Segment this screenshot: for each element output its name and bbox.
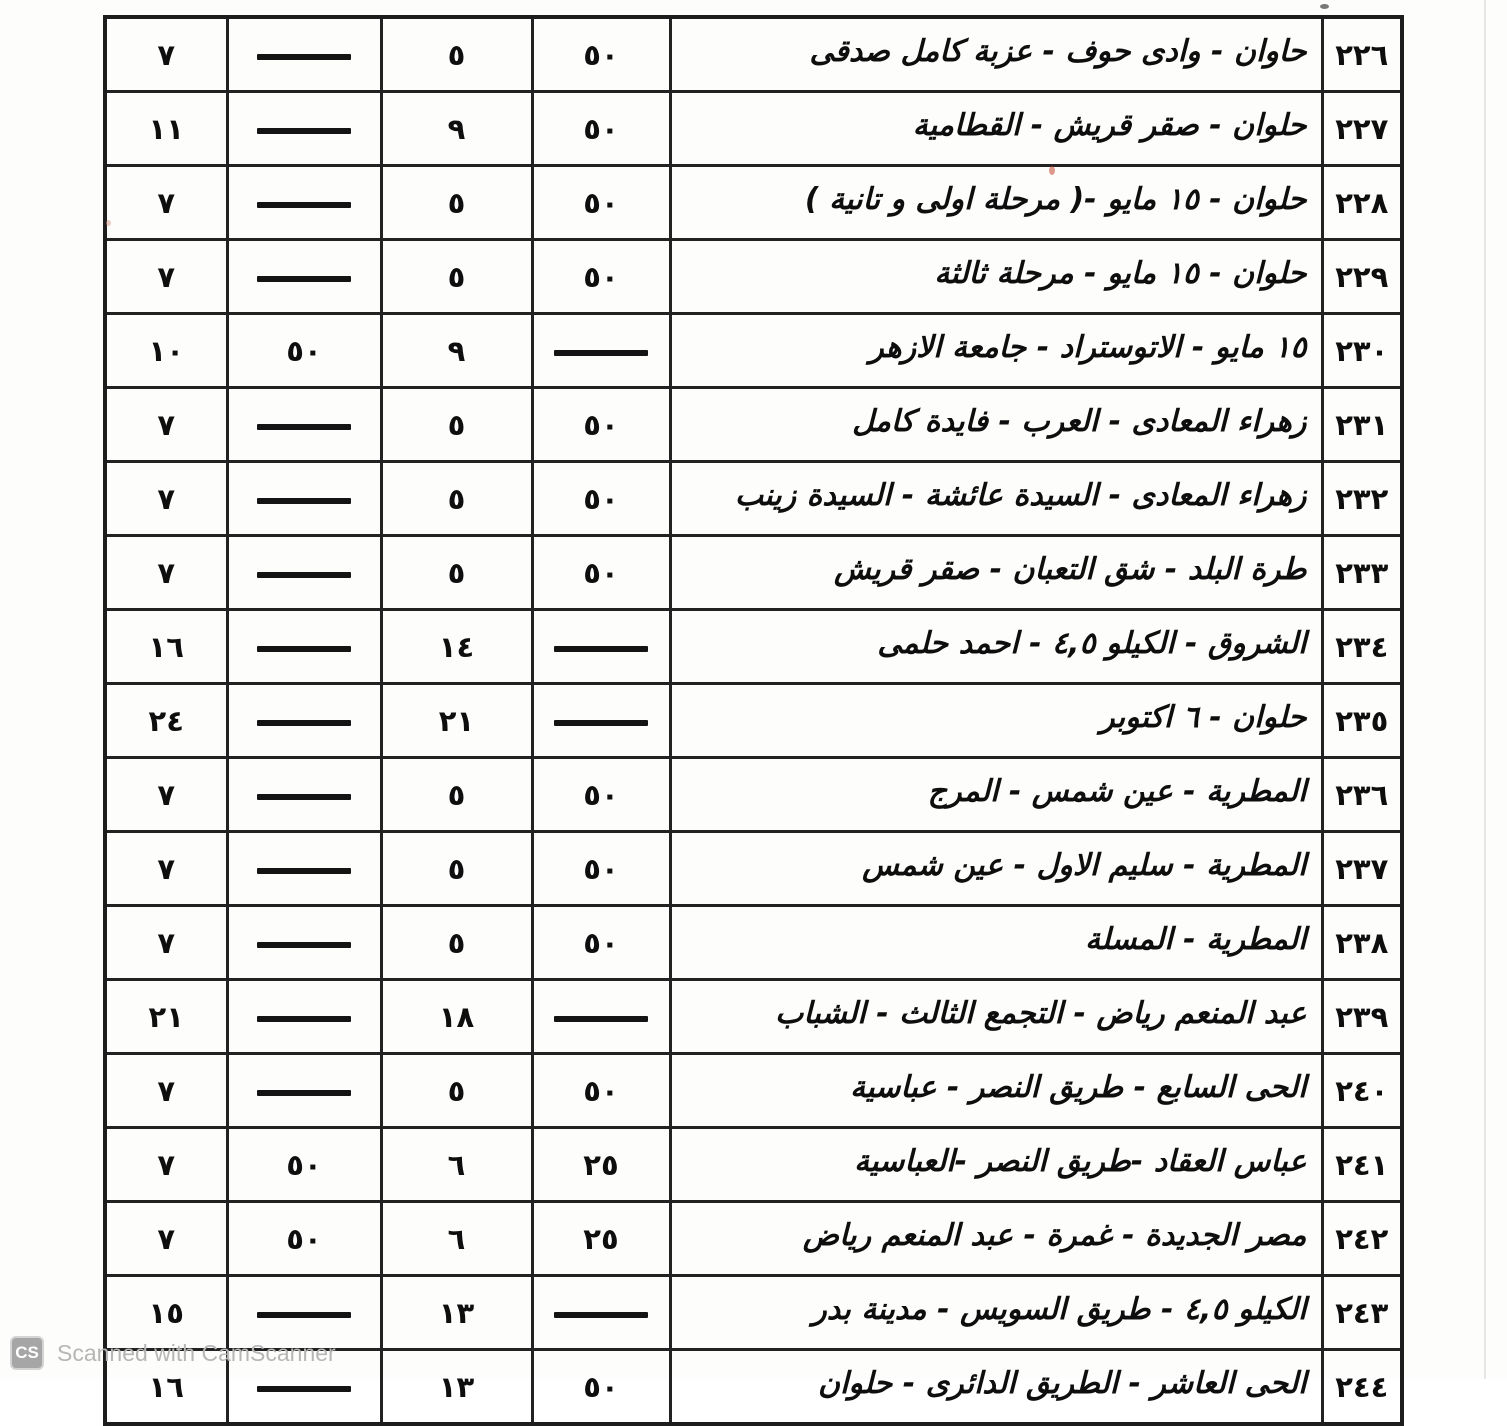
camscanner-logo-icon: CS <box>10 1336 44 1370</box>
route-number-cell: ٢٣١ <box>1322 388 1402 462</box>
value-cell-1 <box>532 980 670 1054</box>
value-cell-1: ٥٠ <box>532 92 670 166</box>
value-cell-4: ٧ <box>105 240 227 314</box>
route-number-cell: ٢٣٢ <box>1322 462 1402 536</box>
value-cell-2: ٥ <box>381 240 532 314</box>
route-number-cell: ٢٣٤ <box>1322 610 1402 684</box>
route-number-cell: ٢٤١ <box>1322 1128 1402 1202</box>
table-row <box>105 832 1402 906</box>
dash-mark <box>257 54 351 60</box>
table-row <box>105 240 1402 314</box>
value-cell-2: ١٣ <box>381 1350 532 1425</box>
route-description-cell: حلوان - ١٥ مايو - مرحلة ثالثة <box>670 240 1322 314</box>
table-row <box>105 906 1402 980</box>
dash-mark <box>257 794 351 800</box>
value-cell-2: ٥ <box>381 1054 532 1128</box>
routes-table <box>103 15 1404 1426</box>
value-cell-4: ٧ <box>105 1128 227 1202</box>
value-cell-4: ٧ <box>105 536 227 610</box>
route-description-cell: المطرية - عين شمس - المرج <box>670 758 1322 832</box>
table-row <box>105 684 1402 758</box>
table-row <box>105 92 1402 166</box>
scan-artifact <box>1320 4 1329 9</box>
value-cell-2: ١٨ <box>381 980 532 1054</box>
table-row <box>105 462 1402 536</box>
dash-mark <box>257 276 351 282</box>
route-number-cell: ٢٣٦ <box>1322 758 1402 832</box>
route-description-cell: زهراء المعادى - العرب - فايدة كامل <box>670 388 1322 462</box>
route-number-cell: ٢٢٩ <box>1322 240 1402 314</box>
route-description-cell: حلوان - صقر قريش - القطامية <box>670 92 1322 166</box>
value-cell-2: ٦ <box>381 1202 532 1276</box>
value-cell-1: ٥٠ <box>532 832 670 906</box>
value-cell-2: ٩ <box>381 314 532 388</box>
route-description-cell: مصر الجديدة - غمرة - عبد المنعم رياض <box>670 1202 1322 1276</box>
scan-artifact <box>1049 166 1055 175</box>
table-row <box>105 1054 1402 1128</box>
value-cell-4: ٧ <box>105 758 227 832</box>
table-row <box>105 166 1402 240</box>
value-cell-4: ٧ <box>105 17 227 92</box>
value-cell-2: ٥ <box>381 462 532 536</box>
value-cell-4: ٧ <box>105 462 227 536</box>
value-cell-4: ٢١ <box>105 980 227 1054</box>
value-cell-3: ٥٠ <box>227 314 381 388</box>
table-row <box>105 388 1402 462</box>
dash-mark <box>257 942 351 948</box>
route-number-cell: ٢٢٧ <box>1322 92 1402 166</box>
table-row <box>105 536 1402 610</box>
value-cell-4: ١٦ <box>105 1350 227 1425</box>
route-number-cell: ٢٣٧ <box>1322 832 1402 906</box>
value-cell-2: ١٤ <box>381 610 532 684</box>
value-cell-2: ١٣ <box>381 1276 532 1350</box>
route-description-cell: الكيلو ٤,٥ - طريق السويس - مدينة بدر <box>670 1276 1322 1350</box>
value-cell-4: ٢٤ <box>105 684 227 758</box>
route-number-cell: ٢٣٥ <box>1322 684 1402 758</box>
route-description-cell: المطرية - المسلة <box>670 906 1322 980</box>
value-cell-2: ٩ <box>381 92 532 166</box>
route-number-cell: ٢٣٣ <box>1322 536 1402 610</box>
value-cell-4: ١١ <box>105 92 227 166</box>
dash-mark <box>257 1090 351 1096</box>
value-cell-1: ٥٠ <box>532 1054 670 1128</box>
value-cell-1: ٥٠ <box>532 536 670 610</box>
value-cell-2: ٥ <box>381 536 532 610</box>
value-cell-3 <box>227 610 381 684</box>
value-cell-3 <box>227 92 381 166</box>
value-cell-4: ٧ <box>105 1054 227 1128</box>
value-cell-1: ٢٥ <box>532 1202 670 1276</box>
value-cell-2: ٥ <box>381 166 532 240</box>
value-cell-1: ٥٠ <box>532 166 670 240</box>
dash-mark <box>257 720 351 726</box>
value-cell-2: ٥ <box>381 388 532 462</box>
route-number-cell: ٢٤٣ <box>1322 1276 1402 1350</box>
value-cell-1: ٥٠ <box>532 462 670 536</box>
value-cell-4: ١٥ <box>105 1276 227 1350</box>
route-description-cell: حلوان - ٦ اكتوبر <box>670 684 1322 758</box>
camscanner-watermark <box>10 1336 336 1370</box>
value-cell-1 <box>532 314 670 388</box>
route-description-cell: عباس العقاد -طريق النصر -العباسية <box>670 1128 1322 1202</box>
dash-mark <box>257 424 351 430</box>
scan-artifact <box>106 220 111 226</box>
value-cell-3 <box>227 1054 381 1128</box>
camscanner-watermark-text: Scanned with CamScanner <box>57 1339 336 1366</box>
value-cell-2: ٢١ <box>381 684 532 758</box>
route-description-cell: زهراء المعادى - السيدة عائشة - السيدة زينب <box>670 462 1322 536</box>
table-row <box>105 1128 1402 1202</box>
value-cell-4: ١٦ <box>105 610 227 684</box>
value-cell-4: ٧ <box>105 832 227 906</box>
value-cell-4: ٧ <box>105 166 227 240</box>
routes-tbody <box>105 17 1402 1424</box>
value-cell-2: ٥ <box>381 832 532 906</box>
value-cell-4: ٧ <box>105 1202 227 1276</box>
value-cell-2: ٥ <box>381 906 532 980</box>
value-cell-2: ٥ <box>381 17 532 92</box>
route-number-cell: ٢٤٤ <box>1322 1350 1402 1425</box>
value-cell-3 <box>227 462 381 536</box>
value-cell-1: ٥٠ <box>532 1350 670 1425</box>
dash-mark <box>554 1312 648 1318</box>
table-row <box>105 1202 1402 1276</box>
dash-mark <box>554 720 648 726</box>
table-row <box>105 17 1402 92</box>
table-row <box>105 758 1402 832</box>
dash-mark <box>257 868 351 874</box>
value-cell-1 <box>532 1276 670 1350</box>
route-description-cell: الشروق - الكيلو ٤,٥ - احمد حلمى <box>670 610 1322 684</box>
value-cell-1: ٥٠ <box>532 17 670 92</box>
value-cell-1: ٥٠ <box>532 388 670 462</box>
route-number-cell: ٢٢٦ <box>1322 17 1402 92</box>
table-row <box>105 610 1402 684</box>
route-description-cell: حاوان - وادى حوف - عزبة كامل صدقى <box>670 17 1322 92</box>
value-cell-3 <box>227 240 381 314</box>
value-cell-3 <box>227 758 381 832</box>
value-cell-4: ٧ <box>105 906 227 980</box>
dash-mark <box>554 1016 648 1022</box>
route-number-cell: ٢٤٠ <box>1322 1054 1402 1128</box>
route-description-cell: حلوان - ١٥ مايو -( مرحلة اولى و تانية ) <box>670 166 1322 240</box>
dash-mark <box>554 350 648 356</box>
value-cell-3: ٥٠ <box>227 1128 381 1202</box>
value-cell-4: ٧ <box>105 388 227 462</box>
route-number-cell: ٢٤٢ <box>1322 1202 1402 1276</box>
dash-mark <box>257 1386 351 1392</box>
table-row <box>105 980 1402 1054</box>
route-description-cell: طرة البلد - شق التعبان - صقر قريش <box>670 536 1322 610</box>
dash-mark <box>554 646 648 652</box>
dash-mark <box>257 1016 351 1022</box>
dash-mark <box>257 498 351 504</box>
route-description-cell: الحى العاشر - الطريق الدائرى - حلوان <box>670 1350 1322 1425</box>
value-cell-3: ٥٠ <box>227 1202 381 1276</box>
dash-mark <box>257 128 351 134</box>
value-cell-1: ٥٠ <box>532 758 670 832</box>
value-cell-1 <box>532 684 670 758</box>
value-cell-3 <box>227 388 381 462</box>
route-number-cell: ٢٣٨ <box>1322 906 1402 980</box>
route-description-cell: عبد المنعم رياض - التجمع الثالث - الشباب <box>670 980 1322 1054</box>
scan-edge-line <box>1484 0 1486 1379</box>
route-number-cell: ٢٣٠ <box>1322 314 1402 388</box>
value-cell-3 <box>227 906 381 980</box>
value-cell-3 <box>227 166 381 240</box>
value-cell-1: ٢٥ <box>532 1128 670 1202</box>
value-cell-3 <box>227 980 381 1054</box>
value-cell-1 <box>532 610 670 684</box>
dash-mark <box>257 202 351 208</box>
value-cell-4: ١٠ <box>105 314 227 388</box>
value-cell-1: ٥٠ <box>532 906 670 980</box>
dash-mark <box>257 646 351 652</box>
value-cell-3 <box>227 684 381 758</box>
route-number-cell: ٢٣٩ <box>1322 980 1402 1054</box>
value-cell-3 <box>227 17 381 92</box>
route-number-cell: ٢٢٨ <box>1322 166 1402 240</box>
value-cell-3 <box>227 536 381 610</box>
route-description-cell: المطرية - سليم الاول - عين شمس <box>670 832 1322 906</box>
value-cell-3 <box>227 832 381 906</box>
route-description-cell: ١٥ مايو - الاتوستراد - جامعة الازهر <box>670 314 1322 388</box>
value-cell-1: ٥٠ <box>532 240 670 314</box>
table-row <box>105 314 1402 388</box>
dash-mark <box>257 1312 351 1318</box>
dash-mark <box>257 572 351 578</box>
value-cell-2: ٥ <box>381 758 532 832</box>
value-cell-2: ٦ <box>381 1128 532 1202</box>
route-description-cell: الحى السابع - طريق النصر - عباسية <box>670 1054 1322 1128</box>
